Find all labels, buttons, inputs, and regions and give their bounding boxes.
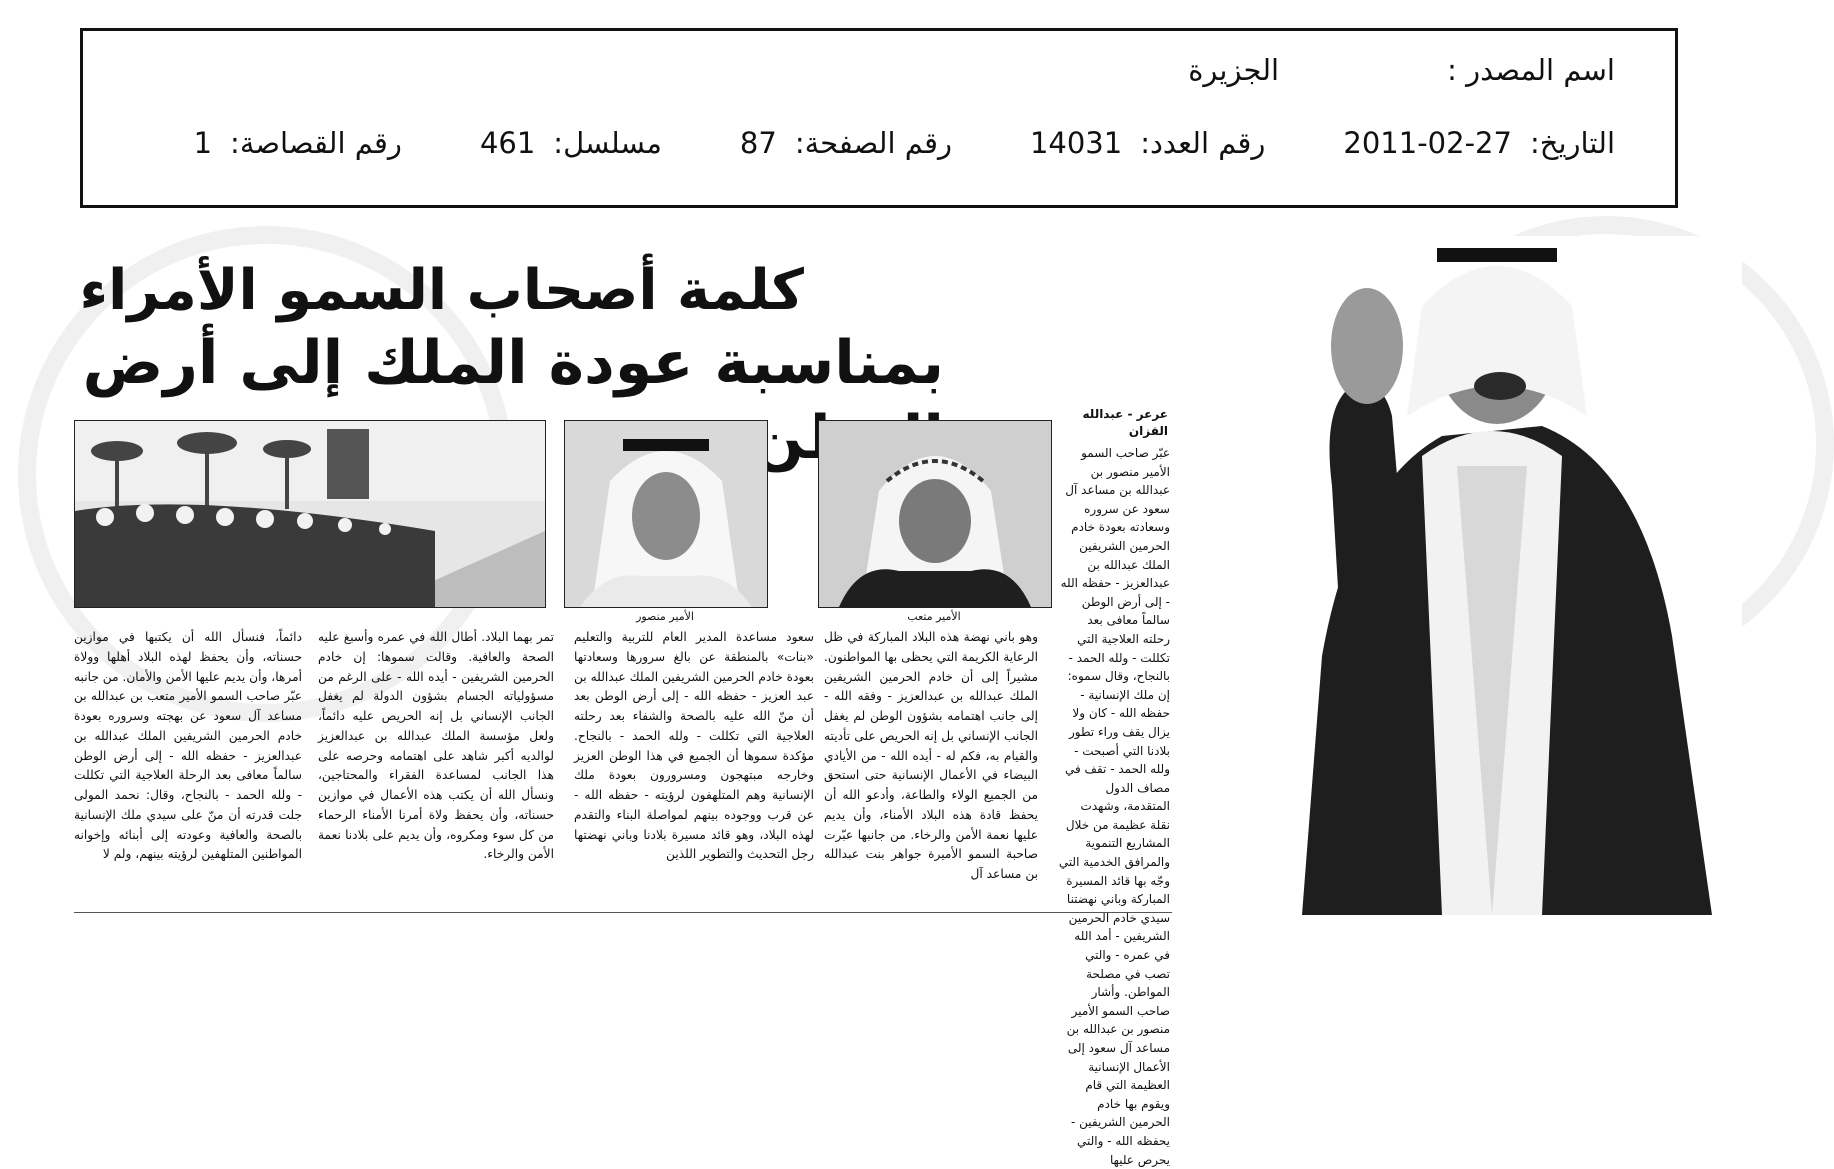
article-column-1-lower: دائماً، فنسأل الله أن يكتبها في موازين حسناته، وأن يحفظ لهذه البلاد أهلها وولاة أمرها، وأن يديم عليها الأمن والأمان. من جانبه عبّر صاحب السمو الأمير متعب بن عبدالله بن مساعد آل سعود عن بهجته وسروره بعودة خادم الحرمين الشريفين الملك عبدالله بن عبدالعزيز - حفظه الله - إلى أرض الوطن سالماً معافى بعد الرحلة العلاجية التي تكللت - ولله الحمد - بالنجاح، وقال: نحمد المولى جلت قدرته أن منّ على سيدي ملك الإنسانية بالصحة والعافية وعودته إلى أبنائه وإخوانه المواطنين المتلهفين لرؤيته بينهم، ولم لا <box>74 630 302 862</box>
serial-value: 461 <box>479 126 536 160</box>
clip-label: رقم القصاصة: <box>230 126 402 160</box>
date-value: 2011-02-27 <box>1343 126 1512 160</box>
source-value: الجزيرة <box>1188 53 1280 87</box>
article-intro-column: عبّر صاحب السمو الأمير منصور بن عبدالله بن مساعد آل سعود عن سروره وسعادته بعودة خادم الحرمين الشريفين الملك عبدالله بن عبدالعزيز - حفظه الله - إلى أرض الوطن سالماً معافى بعد رحلته العلاجية التي تكللت - ولله الحمد - بالنجاح، وقال سموه: إن ملك الإنسانية - حفظه الله - كان ولا يزال يقف وراء تطور بلادنا التي أصبحت - ولله الحمد - تقف في مصاف الدول المتقدمة، وشهدت نقلة عظيمة من خلال المشاريع التنموية والمرافق الخدمية التي وجّه بها قائد المسيرة المباركة وباني نهضتنا سيدي خادم الحرمين الشريفين - أمد الله في عمره - والتي تصب في مصلحة المواطن. وأشار صاحب السمو الأمير منصور بن عبدالله بن مساعد آل سعود إلى الأعمال الإنسانية العظيمة التي قام ويقوم بها خادم الحرمين الشريفين - يحفظه الله - والتي يحرص عليها <box>1058 446 1170 1167</box>
details-row <box>176 126 1615 160</box>
caption-mutaib: الأمير متعب <box>907 610 961 623</box>
clipping-metadata-box <box>80 28 1678 208</box>
page-value: 87 <box>739 126 777 160</box>
article-column-4: تمر بهما البلاد. أطال الله في عمره وأسبغ عليه الصحة والعافية. وقالت سموها: إن خادم الحرمين الشريفين - أيده الله - على الرغم من مسؤولياته الجسام بشؤون الدولة لم يغفل الجانب الإنساني بل إنه الحريص عليه دائماً، ولعل مؤسسة الملك عبدالله بن عبدالعزيز لوالديه أكبر شاهد على اهتمامه وحرصه على هذا الجانب لمساعدة الفقراء والمحتاجين، ونسأل الله أن يكتب هذه الأعمال في موازين حسناته، وأن يحفظ ولاة أمرنا الأمناء الرحماء من كل سوء ومكروه، وأن يديم على بلادنا نعمة الأمن والرخاء. <box>318 630 554 862</box>
clip-value: 1 <box>193 126 213 160</box>
bottom-rule <box>74 912 1172 913</box>
source-row <box>1170 53 1615 87</box>
serial-label: مسلسل: <box>553 126 662 160</box>
crowd-celebration-photo <box>74 420 546 608</box>
article-column-3: سعود مساعدة المدير العام للتربية والتعليم «بنات» بالمنطقة عن بالغ سرورها وسعادتها بعودة خادم الحرمين الشريفين الملك عبدالله بن عبد العزيز - حفظه الله - إلى أرض الوطن بعد أن منّ الله عليه بالصحة والشفاء بعد رحلته العلاجية التي تكللت - ولله الحمد - بالنجاح. مؤكدة سموها أن الجميع في هذا الوطن العزيز وخارجه مبتهجون ومسرورون بعودة ملك الإنسانية وهم المتلهفون لرؤيته - حفظه الله - عن قرب ووجوده بينهم لمواصلة البناء والتقدم لهذه البلاد، وهو قائد مسيرة بلادنا وباني نهضتها رجل التحديث والتطوير اللذين <box>574 630 814 862</box>
prince-mansour-photo <box>564 420 768 608</box>
prince-mutaib-photo <box>818 420 1052 608</box>
headline-line-2: بمناسبة عودة الملك إلى أرض <box>82 328 944 398</box>
article-byline: عرعر - عبدالله القزان <box>1082 407 1168 438</box>
page-label: رقم الصفحة: <box>794 126 952 160</box>
newspaper-clipping <box>18 236 1754 1167</box>
issue-label: رقم العدد: <box>1140 126 1266 160</box>
headline-line-1: كلمة أصحاب السمو الأمراء <box>79 258 804 323</box>
source-label: اسم المصدر : <box>1447 53 1615 87</box>
caption-mansour: الأمير منصور <box>636 610 694 623</box>
article-column-2: وهو باني نهضة هذه البلاد المباركة في ظل الرعاية الكريمة التي يحظى بها المواطنون. مشيراً إلى أن خادم الحرمين الشريفين الملك عبدالله بن عبدالعزيز - وفقه الله - إلى جانب اهتمامه بشؤون الوطن لم يغفل الجانب الإنساني بل إنه الحريص على تأديته والقيام به، فكم له - أيده الله - من الأيادي البيضاء في الأعمال الإنسانية حتى استحق من الجميع الولاء والطاعة، وأدعو الله أن يحفظ قادة هذه البلاد الأمناء، وأن يديم عليها نعمة الأمن والرخاء. من جانبها عبّرت صاحبة السمو الأميرة جواهر بنت عبدالله بن مساعد آل <box>824 630 1038 882</box>
king-photo <box>1242 236 1742 915</box>
issue-value: 14031 <box>1029 126 1123 160</box>
date-label: التاريخ: <box>1529 126 1615 160</box>
